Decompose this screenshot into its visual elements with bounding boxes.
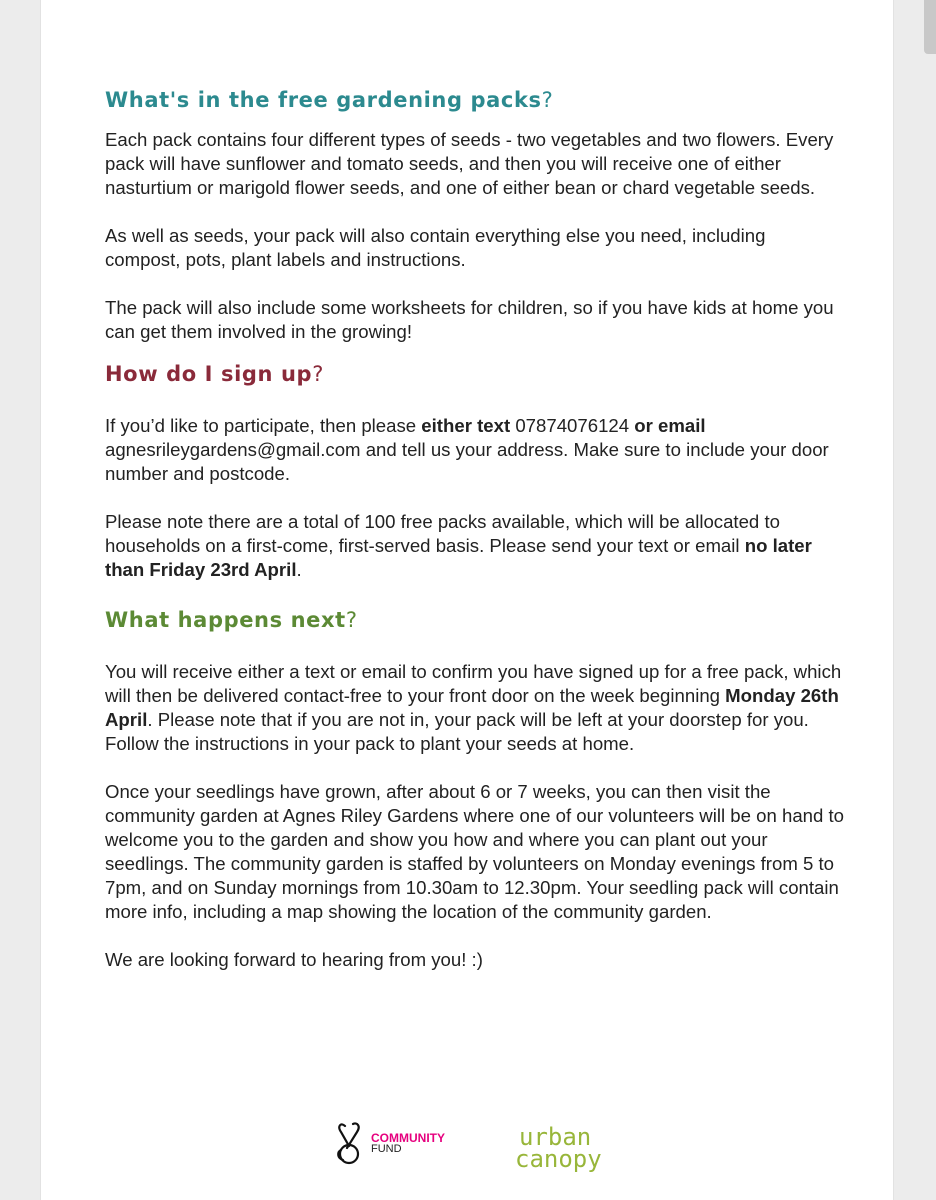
paragraph-worksheets: The pack will also include some worksheets for children, so if you have kids at home you can get them involved in the growing! [105, 297, 834, 342]
paragraph-pack-contents: Each pack contains four different types of seeds - two vegetables and two flowers. Every pack will have sunflower and tomato seeds, and then you will receive one of either nasturtium or marigold flower seeds, and one of either bean or chard vegetable seeds. [105, 129, 834, 198]
paragraph-delivery: You will receive either a text or email to confirm you have signed up for a free pack, which will then be delivered contact-free to your front door on the week beginning Monday 26th April. Please note that if you are not in, your pack will be left at your doorstep for you. Follow the instructions in your pack to plant your seeds at home. [105, 661, 842, 754]
scrollbar-thumb[interactable] [924, 0, 936, 54]
heading-sign-up: How do I sign up? [105, 362, 324, 386]
community-text: COMMUNITY [371, 1131, 445, 1145]
paragraph-sign-up-instructions: If you’d like to participate, then please either text 07874076124 or email agnesrileygardens@gmail.com and tell us your address. Make sure to include your door number and postcode. [105, 415, 829, 484]
community-fund-logo [331, 1120, 445, 1168]
fund-text: FUND [371, 1143, 402, 1155]
paragraph-pack-extras: As well as seeds, your pack will also contain everything else you need, including compost, pots, plant labels and instructions. [105, 225, 766, 270]
heading-free-packs: What's in the free gardening packs? [105, 88, 554, 112]
footer-logos [331, 1120, 671, 1180]
crossed-fingers-icon [331, 1120, 369, 1168]
heading-next-steps: What happens next? [105, 608, 358, 632]
paragraph-community-garden: Once your seedlings have grown, after about 6 or 7 weeks, you can then visit the community garden at Agnes Riley Gardens where one of our volunteers will be on hand to welcome you to the garden and show you how and where you can plant out your seedlings. The community garden is staffed by volunteers on Monday evenings from 5 to 7pm, and on Sunday mornings from 10.30am to 12.30pm. Your seedling pack will contain more info, including a map showing the location of the community garden. [105, 781, 845, 922]
paragraph-allocation: Please note there are a total of 100 free packs available, which will be allocated to households on a first-come, first-served basis. Please send your text or email no later than Friday 23rd April. [105, 511, 812, 580]
paragraph-closing: We are looking forward to hearing from you! :) [105, 949, 483, 970]
document-page [40, 0, 894, 1200]
document-content [105, 88, 845, 972]
urban-canopy-logo: urban canopy [515, 1123, 602, 1173]
